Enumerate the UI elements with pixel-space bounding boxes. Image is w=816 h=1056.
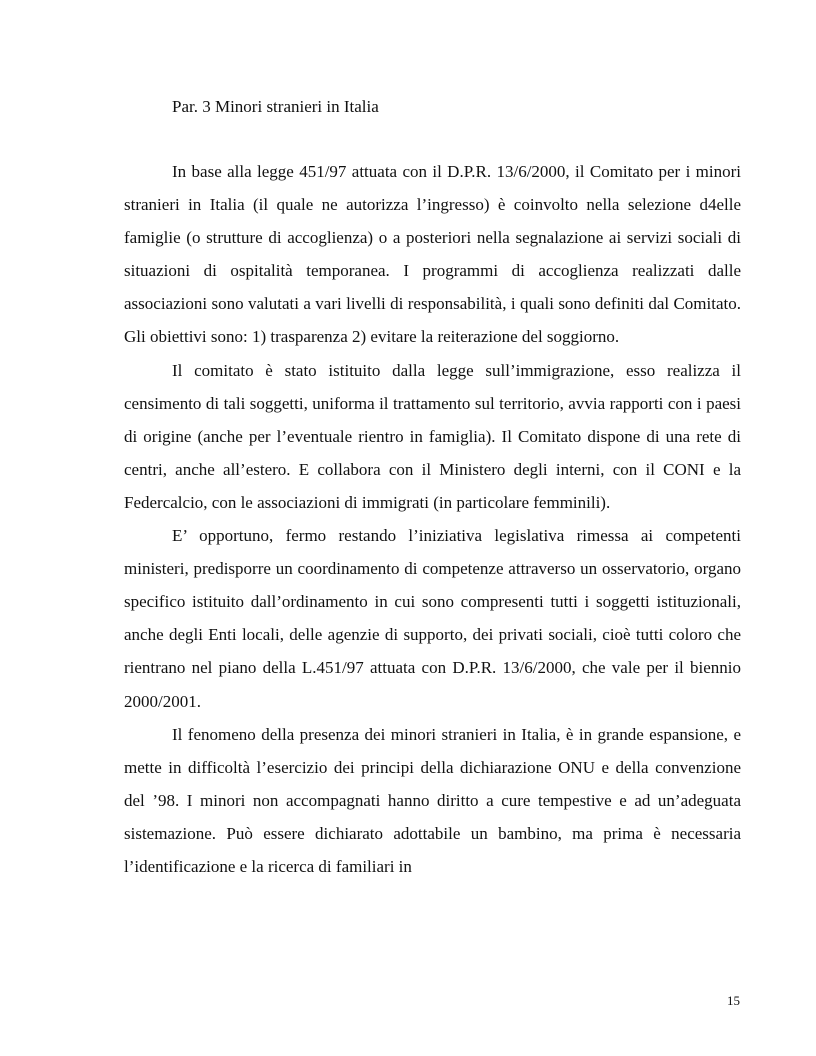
paragraph: In base alla legge 451/97 attuata con il D.P.R. 13/6/2000, il Comitato per i minori stranieri in Italia (il quale ne autorizza l’ingresso) è coinvolto nella selezione d4elle famiglie (o strutture di accoglienza) o a posteriori nella segnalazione ai servizi sociali di situazioni di ospitalità temporanea. I programmi di accoglienza realizzati dalle associazioni sono valutati a vari livelli di responsabilità, i quali sono definiti dal Comitato. Gli obiettivi sono: 1) trasparenza 2) evitare la reiterazione del soggiorno.: [124, 162, 741, 347]
body-text: [124, 155, 741, 883]
paragraph: Il fenomeno della presenza dei minori stranieri in Italia, è in grande espansione, e mette in difficoltà l’esercizio dei principi della dichiarazione ONU e della convenzione del ’98. I minori non accompagnati hanno diritto a cure tempestive e ad un’adeguata sistemazione. Può essere dichiarato adottabile un bambino, ma prima è necessaria l’identificazione e la ricerca di familiari in: [124, 724, 741, 876]
paragraph: Il comitato è stato istituito dalla legge sull’immigrazione, esso realizza il censimento di tali soggetti, uniforma il trattamento sul territorio, avvia rapporti con i paesi di origine (anche per l’eventuale rientro in famiglia). Il Comitato dispone di una rete di centri, anche all’estero. E collabora con il Ministero degli interni, con il CONI e la Federcalcio, con le associazioni di immigrati (in particolare femminili).: [124, 360, 741, 512]
page-number: 15: [727, 993, 740, 1008]
paragraph: E’ opportuno, fermo restando l’iniziativa legislativa rimessa ai competenti ministeri, predisporre un coordinamento di competenze attraverso un osservatorio, organo specifico istituito dall’ordinamento in cui sono compresenti tutti i soggetti istituzionali, anche degli Enti locali, delle agenzie di supporto, dei privati sociali, cioè tutti coloro che rientrano nel piano della L.451/97 attuata con D.P.R. 13/6/2000, che vale per il biennio 2000/2001.: [124, 526, 741, 711]
section-heading: Par. 3 Minori stranieri in Italia: [172, 97, 379, 116]
